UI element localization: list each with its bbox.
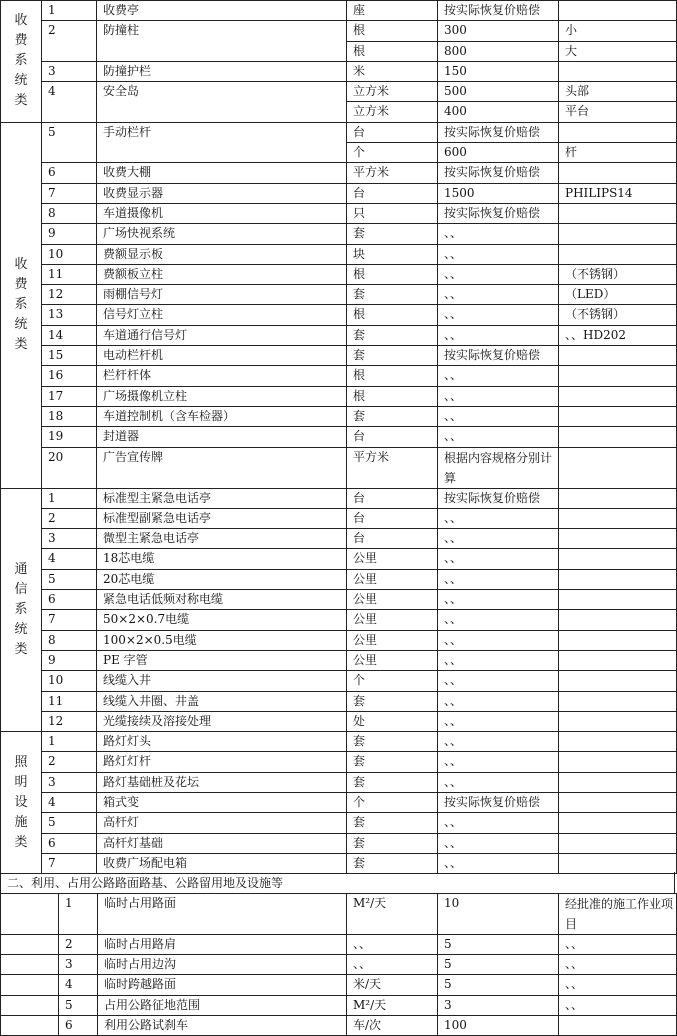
price: 800 xyxy=(438,41,559,61)
price: 、、 xyxy=(438,732,559,752)
table-row xyxy=(1,163,677,183)
remark xyxy=(559,1,677,21)
table-row xyxy=(1,325,677,345)
item-number: 4 xyxy=(42,792,97,812)
remark xyxy=(559,630,677,650)
item-number: 9 xyxy=(42,650,97,670)
unit: 公里 xyxy=(347,549,438,569)
item-number: 8 xyxy=(42,630,97,650)
item-name: 手动栏杆 xyxy=(97,122,347,163)
unit: 套 xyxy=(347,772,438,792)
item-name: 车道摄像机 xyxy=(97,203,347,223)
price: 5 xyxy=(438,975,559,995)
item-number: 7 xyxy=(42,183,97,203)
remark xyxy=(559,386,677,406)
price: 、、 xyxy=(438,752,559,772)
unit: 套 xyxy=(347,833,438,853)
table-row xyxy=(1,691,677,711)
table-row xyxy=(1,183,677,203)
price: 、、 xyxy=(438,650,559,670)
unit: 公里 xyxy=(347,610,438,630)
remark xyxy=(559,650,677,670)
unit: 套 xyxy=(347,752,438,772)
item-name: 高杆灯 xyxy=(97,813,347,833)
item-name: 路灯基础桩及花坛 xyxy=(97,772,347,792)
remark: 大 xyxy=(559,41,677,61)
table-row xyxy=(1,853,677,873)
price: 、、 xyxy=(438,711,559,731)
item-number: 20 xyxy=(42,447,97,488)
remark xyxy=(559,346,677,366)
item-number: 1 xyxy=(42,732,97,752)
price: 、、 xyxy=(438,244,559,264)
item-name: 安全岛 xyxy=(97,82,347,123)
item-name: 路灯灯头 xyxy=(97,732,347,752)
unit: 根 xyxy=(347,305,438,325)
table-row xyxy=(1,529,677,549)
item-name: 紧急电话低频对称电缆 xyxy=(97,590,347,610)
item-name: 收费广场配电箱 xyxy=(97,853,347,873)
table-row xyxy=(1,569,677,589)
remark xyxy=(559,549,677,569)
table-row xyxy=(1,671,677,691)
remark: 头部 xyxy=(559,82,677,102)
remark xyxy=(559,61,677,81)
unit: 、、 xyxy=(347,955,438,975)
item-number: 5 xyxy=(59,995,98,1015)
unit: 套 xyxy=(347,732,438,752)
remark xyxy=(559,508,677,528)
blank-cell xyxy=(1,975,59,995)
item-number: 4 xyxy=(42,549,97,569)
remark: 经批准的施工作业项目 xyxy=(559,894,677,935)
table-row xyxy=(1,549,677,569)
table-row xyxy=(1,61,677,81)
remark: 、、 xyxy=(559,955,677,975)
unit: 车/次 xyxy=(347,1015,438,1035)
price: 、、 xyxy=(438,366,559,386)
item-name: 栏杆杆体 xyxy=(97,366,347,386)
item-number: 18 xyxy=(42,406,97,426)
price: 1500 xyxy=(438,183,559,203)
remark xyxy=(559,122,677,142)
price: 、、 xyxy=(438,772,559,792)
price: 、、 xyxy=(438,833,559,853)
table-row xyxy=(1,285,677,305)
item-name: 占用公路征地范围 xyxy=(98,995,347,1015)
item-number: 1 xyxy=(42,488,97,508)
category-cell xyxy=(1,488,42,732)
category-label: 收费系统类 xyxy=(14,257,28,353)
item-name: 广场快视系统 xyxy=(97,224,347,244)
table-row xyxy=(1,1015,677,1035)
item-name: 收费大棚 xyxy=(97,163,347,183)
item-number: 6 xyxy=(59,1015,98,1035)
unit: 公里 xyxy=(347,650,438,670)
remark xyxy=(559,590,677,610)
table-row xyxy=(1,82,677,102)
item-name: 临时占用路肩 xyxy=(98,935,347,955)
remark: 、、 xyxy=(559,935,677,955)
item-name: 20芯电缆 xyxy=(97,569,347,589)
item-number: 14 xyxy=(42,325,97,345)
item-name: 微型主紧急电话亭 xyxy=(97,529,347,549)
item-number: 3 xyxy=(59,955,98,975)
item-name: 利用公路试刹车 xyxy=(98,1015,347,1035)
remark xyxy=(559,792,677,812)
section-2-title: 二、利用、占用公路路面路基、公路留用地及设施等 xyxy=(0,872,675,894)
item-number: 17 xyxy=(42,386,97,406)
item-name: 临时跨越路面 xyxy=(98,975,347,995)
price: 、、 xyxy=(438,285,559,305)
table-row xyxy=(1,508,677,528)
item-number: 4 xyxy=(42,82,97,123)
item-number: 12 xyxy=(42,711,97,731)
item-name: 信号灯立柱 xyxy=(97,305,347,325)
unit: 台 xyxy=(347,488,438,508)
table-row xyxy=(1,244,677,264)
price: 、、 xyxy=(438,406,559,426)
item-name: PE 字管 xyxy=(97,650,347,670)
remark xyxy=(559,529,677,549)
item-name: 防撞护栏 xyxy=(97,61,347,81)
remark: （不锈钢） xyxy=(559,305,677,325)
item-number: 19 xyxy=(42,427,97,447)
blank-cell xyxy=(1,894,59,935)
price: 、、 xyxy=(438,305,559,325)
unit: 个 xyxy=(347,671,438,691)
unit: 台 xyxy=(347,427,438,447)
unit: 套 xyxy=(347,224,438,244)
remark xyxy=(559,732,677,752)
price: 、、 xyxy=(438,590,559,610)
item-number: 7 xyxy=(42,853,97,873)
unit: 公里 xyxy=(347,590,438,610)
unit: 根 xyxy=(347,386,438,406)
item-name: 雨棚信号灯 xyxy=(97,285,347,305)
unit: 根 xyxy=(347,366,438,386)
unit: 台 xyxy=(347,508,438,528)
unit: 套 xyxy=(347,853,438,873)
item-number: 4 xyxy=(59,975,98,995)
table-row xyxy=(1,427,677,447)
price: 、、 xyxy=(438,224,559,244)
price: 、、 xyxy=(438,386,559,406)
remark: 杆 xyxy=(559,143,677,163)
item-number: 5 xyxy=(42,569,97,589)
table-row xyxy=(1,224,677,244)
table-row xyxy=(1,813,677,833)
blank-cell xyxy=(1,1015,59,1035)
remark xyxy=(559,610,677,630)
item-name: 防撞柱 xyxy=(97,21,347,62)
remark xyxy=(559,752,677,772)
unit: 处 xyxy=(347,711,438,731)
category-label: 收费系统类 xyxy=(14,13,28,109)
table-row xyxy=(1,894,677,935)
price: 150 xyxy=(438,61,559,81)
unit: 公里 xyxy=(347,630,438,650)
price: 、、 xyxy=(438,813,559,833)
item-name: 广告宣传牌 xyxy=(97,447,347,488)
table-row xyxy=(1,447,677,488)
unit: 只 xyxy=(347,203,438,223)
item-number: 15 xyxy=(42,346,97,366)
table-row xyxy=(1,346,677,366)
remark xyxy=(559,244,677,264)
remark xyxy=(559,1015,677,1035)
item-number: 11 xyxy=(42,691,97,711)
remark: （LED） xyxy=(559,285,677,305)
item-number: 2 xyxy=(42,508,97,528)
table-row xyxy=(1,711,677,731)
unit: 米 xyxy=(347,61,438,81)
price: 根据内容规格分别计算 xyxy=(438,447,559,488)
price: 100 xyxy=(438,1015,559,1035)
price: 500 xyxy=(438,82,559,102)
category-cell xyxy=(1,1,42,123)
item-number: 2 xyxy=(42,21,97,62)
unit: 平方米 xyxy=(347,163,438,183)
item-name: 临时占用边沟 xyxy=(98,955,347,975)
remark xyxy=(559,833,677,853)
price: 按实际恢复价赔偿 xyxy=(438,163,559,183)
remark xyxy=(559,671,677,691)
item-number: 6 xyxy=(42,833,97,853)
table-row xyxy=(1,366,677,386)
remark xyxy=(559,488,677,508)
unit: 套 xyxy=(347,691,438,711)
unit: 公里 xyxy=(347,569,438,589)
remark xyxy=(559,427,677,447)
remark xyxy=(559,447,677,488)
price: 400 xyxy=(438,102,559,122)
remark xyxy=(559,772,677,792)
item-number: 10 xyxy=(42,244,97,264)
table-row xyxy=(1,305,677,325)
item-name: 收费亭 xyxy=(97,1,347,21)
price: 按实际恢复价赔偿 xyxy=(438,203,559,223)
price: 5 xyxy=(438,935,559,955)
table-row xyxy=(1,833,677,853)
table-row xyxy=(1,406,677,426)
item-number: 11 xyxy=(42,264,97,284)
remark xyxy=(559,853,677,873)
remark: 、、 xyxy=(559,995,677,1015)
remark: 小 xyxy=(559,21,677,41)
remark: 平台 xyxy=(559,102,677,122)
unit: 立方米 xyxy=(347,102,438,122)
item-name: 标准型副紧急电话亭 xyxy=(97,508,347,528)
table-row xyxy=(1,122,677,142)
unit: 、、 xyxy=(347,935,438,955)
price: 、、 xyxy=(438,569,559,589)
table-row xyxy=(1,975,677,995)
remark xyxy=(559,813,677,833)
remark xyxy=(559,224,677,244)
item-number: 5 xyxy=(42,813,97,833)
price: 、、 xyxy=(438,529,559,549)
price: 按实际恢复价赔偿 xyxy=(438,122,559,142)
item-number: 3 xyxy=(42,772,97,792)
item-name: 18芯电缆 xyxy=(97,549,347,569)
price: 、、 xyxy=(438,427,559,447)
price: 按实际恢复价赔偿 xyxy=(438,792,559,812)
remark: PHILIPS14 xyxy=(559,183,677,203)
unit: 立方米 xyxy=(347,82,438,102)
item-name: 光缆接续及溶接处理 xyxy=(97,711,347,731)
price: 、、 xyxy=(438,325,559,345)
item-number: 1 xyxy=(42,1,97,21)
price: 按实际恢复价赔偿 xyxy=(438,488,559,508)
unit: 套 xyxy=(347,406,438,426)
price: 300 xyxy=(438,21,559,41)
item-name: 车道通行信号灯 xyxy=(97,325,347,345)
item-name: 封道器 xyxy=(97,427,347,447)
remark xyxy=(559,163,677,183)
price: 、、 xyxy=(438,549,559,569)
remark xyxy=(559,711,677,731)
item-number: 6 xyxy=(42,590,97,610)
unit: 个 xyxy=(347,792,438,812)
item-name: 车道控制机（含车检器） xyxy=(97,406,347,426)
table-row xyxy=(1,264,677,284)
unit: M²/天 xyxy=(347,894,438,935)
item-number: 3 xyxy=(42,529,97,549)
table-row xyxy=(1,590,677,610)
item-name: 费额显示板 xyxy=(97,244,347,264)
unit: 套 xyxy=(347,346,438,366)
road-use-table xyxy=(0,893,677,1036)
unit: 台 xyxy=(347,122,438,142)
item-name: 费额板立柱 xyxy=(97,264,347,284)
category-cell xyxy=(1,122,42,488)
item-name: 50×2×0.7电缆 xyxy=(97,610,347,630)
price: 、、 xyxy=(438,264,559,284)
unit: 个 xyxy=(347,143,438,163)
item-number: 12 xyxy=(42,285,97,305)
item-name: 广场摄像机立柱 xyxy=(97,386,347,406)
item-number: 5 xyxy=(42,122,97,163)
item-number: 13 xyxy=(42,305,97,325)
table-row xyxy=(1,21,677,41)
item-number: 16 xyxy=(42,366,97,386)
blank-cell xyxy=(1,995,59,1015)
item-name: 路灯灯杆 xyxy=(97,752,347,772)
item-number: 8 xyxy=(42,203,97,223)
blank-cell xyxy=(1,955,59,975)
remark: 、、HD202 xyxy=(559,325,677,345)
table-row xyxy=(1,1,677,21)
table-row xyxy=(1,792,677,812)
remark xyxy=(559,203,677,223)
item-name: 收费显示器 xyxy=(97,183,347,203)
table-row xyxy=(1,752,677,772)
remark xyxy=(559,569,677,589)
item-number: 10 xyxy=(42,671,97,691)
price: 5 xyxy=(438,955,559,975)
category-label: 照明设施类 xyxy=(14,754,28,850)
price: 按实际恢复价赔偿 xyxy=(438,1,559,21)
table-row xyxy=(1,955,677,975)
table-row xyxy=(1,630,677,650)
item-name: 标准型主紧急电话亭 xyxy=(97,488,347,508)
unit: M²/天 xyxy=(347,995,438,1015)
unit: 套 xyxy=(347,285,438,305)
remark: 、、 xyxy=(559,975,677,995)
item-name: 高杆灯基础 xyxy=(97,833,347,853)
item-number: 2 xyxy=(59,935,98,955)
item-number: 2 xyxy=(42,752,97,772)
unit: 台 xyxy=(347,183,438,203)
item-number: 3 xyxy=(42,61,97,81)
remark xyxy=(559,366,677,386)
unit: 套 xyxy=(347,325,438,345)
remark: （不锈钢） xyxy=(559,264,677,284)
table-row xyxy=(1,732,677,752)
price: 、、 xyxy=(438,691,559,711)
unit: 根 xyxy=(347,21,438,41)
item-name: 线缆入井 xyxy=(97,671,347,691)
price: 3 xyxy=(438,995,559,1015)
blank-cell xyxy=(1,935,59,955)
item-number: 9 xyxy=(42,224,97,244)
item-name: 线缆入井圈、井盖 xyxy=(97,691,347,711)
price: 600 xyxy=(438,143,559,163)
table-row xyxy=(1,935,677,955)
table-row xyxy=(1,772,677,792)
unit: 块 xyxy=(347,244,438,264)
unit: 台 xyxy=(347,529,438,549)
price: 、、 xyxy=(438,610,559,630)
remark xyxy=(559,691,677,711)
unit: 座 xyxy=(347,1,438,21)
table-row xyxy=(1,488,677,508)
unit: 根 xyxy=(347,41,438,61)
table-row xyxy=(1,650,677,670)
table-row xyxy=(1,203,677,223)
price: 、、 xyxy=(438,671,559,691)
item-number: 7 xyxy=(42,610,97,630)
item-name: 电动栏杆机 xyxy=(97,346,347,366)
item-number: 1 xyxy=(59,894,98,935)
unit: 平方米 xyxy=(347,447,438,488)
item-number: 6 xyxy=(42,163,97,183)
category-cell xyxy=(1,732,42,874)
remark xyxy=(559,406,677,426)
price: 、、 xyxy=(438,508,559,528)
table-row xyxy=(1,610,677,630)
table-row xyxy=(1,386,677,406)
item-name: 100×2×0.5电缆 xyxy=(97,630,347,650)
unit: 米/天 xyxy=(347,975,438,995)
item-name: 临时占用路面 xyxy=(98,894,347,935)
unit: 根 xyxy=(347,264,438,284)
unit: 套 xyxy=(347,813,438,833)
price: 、、 xyxy=(438,630,559,650)
price: 10 xyxy=(438,894,559,935)
table-row xyxy=(1,995,677,1015)
item-name: 箱式变 xyxy=(97,792,347,812)
price: 按实际恢复价赔偿 xyxy=(438,346,559,366)
price: 、、 xyxy=(438,853,559,873)
category-label: 通信系统类 xyxy=(14,561,28,657)
